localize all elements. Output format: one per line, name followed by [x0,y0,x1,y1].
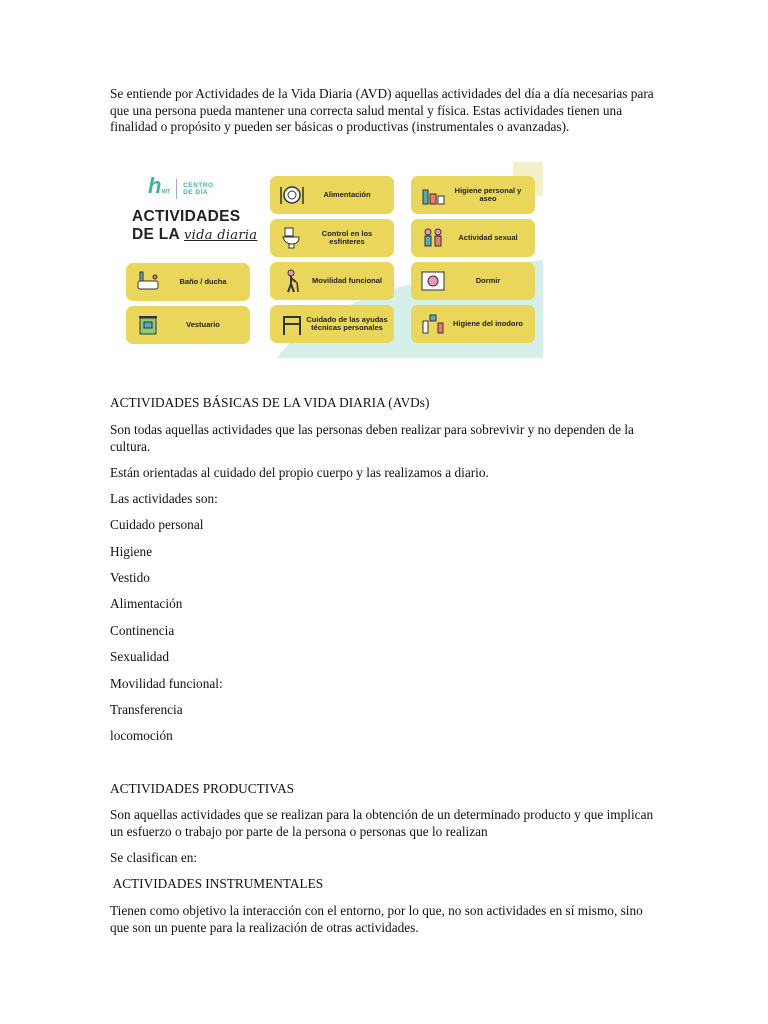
logo-divider [176,179,177,199]
list-item: Transferencia [110,702,183,717]
heading-productivas: ACTIVIDADES PRODUCTIVAS [110,781,295,796]
card-alimentacion [270,176,394,214]
list-item: Sexualidad [110,649,170,664]
card-label: Control en los esfínteres [321,228,373,246]
card-sexual [411,219,535,257]
list-item: locomoción [110,728,173,743]
card-label: Alimentación [323,189,371,199]
wardrobe-icon [134,311,162,339]
toilet-icon [278,224,306,252]
list-item: Alimentación [110,596,183,611]
card-label: Movilidad funcional [311,275,382,285]
list-intro: Las actividades son: [110,491,218,506]
infographic-title-line2: DE LA vida diaria [132,226,258,243]
list-item: Higiene [110,544,153,559]
card-label: Vestuario [186,319,220,329]
bathtub-icon [134,268,162,296]
instrumentales-paragraph: Tienen como objetivo la interacción con el entorno, por lo que, no son actividades en sí mismo, sino que son un puente para la realización de otras actividades. [110,903,643,935]
toiletries-icon [419,181,447,209]
card-bano [126,263,250,301]
card-label: Higiene personal y aseo [454,185,522,203]
person-cane-icon [278,267,306,295]
basicas-paragraph-2: Están orientadas al cuidado del propio cuerpo y las realizamos a diario. [110,465,489,480]
card-label: Actividad sexual [458,232,518,242]
logo-text: CENTRO DE DÍA [183,182,214,196]
logo [148,173,214,202]
productivas-paragraph-1: Son aquellas actividades que se realizan para la obtención de un determinado producto y que implican un esfuerzo o trabajo por parte de la persona o personas que lo realizan [110,807,654,839]
infographic-title-line1: ACTIVIDADES [132,208,241,225]
card-inodoro [411,305,535,343]
infographic-title-script: vida diaria [184,228,258,243]
list-item: Cuidado personal [110,517,204,532]
avd-infographic [112,162,543,358]
card-control [270,219,394,257]
card-movilidad [270,262,394,300]
logo-mark: hMIT [148,173,171,198]
card-label: Dormir [475,275,501,285]
productivas-paragraph-2: Se clasifican en: [110,850,198,865]
basicas-paragraph-1: Son todas aquellas actividades que las personas deben realizar para sobrevivir y no dependen de la cultura. [110,422,634,454]
plate-cutlery-icon [278,181,306,209]
card-label: Cuidado de las ayudas técnicas personales [306,314,388,332]
card-cuidado [270,305,394,343]
heading-basicas: ACTIVIDADES BÁSICAS DE LA VIDA DIARIA (AVDs) [110,395,430,410]
heading-instrumentales: ACTIVIDADES INSTRUMENTALES [110,876,324,891]
list-item: Movilidad funcional: [110,676,223,691]
walker-icon [278,310,306,338]
card-higiene [411,176,535,214]
couple-icon [419,224,447,252]
list-item: Continencia [110,623,175,638]
card-label: Higiene del inodoro [452,318,523,328]
sleeping-person-icon [419,267,447,295]
list-item: Vestido [110,570,150,585]
sink-items-icon [419,310,447,338]
card-label: Baño / ducha [179,276,227,286]
card-dormir [411,262,535,300]
card-vestuario [126,306,250,344]
intro-paragraph: Se entiende por Actividades de la Vida Diaria (AVD) aquellas actividades del día a día necesarias para que una persona pueda mantener una correcta salud mental y física. Estas actividades tienen una finalidad o propósito y pueden ser básicas o productivas (instrumentales o avanzadas). [110,86,654,134]
